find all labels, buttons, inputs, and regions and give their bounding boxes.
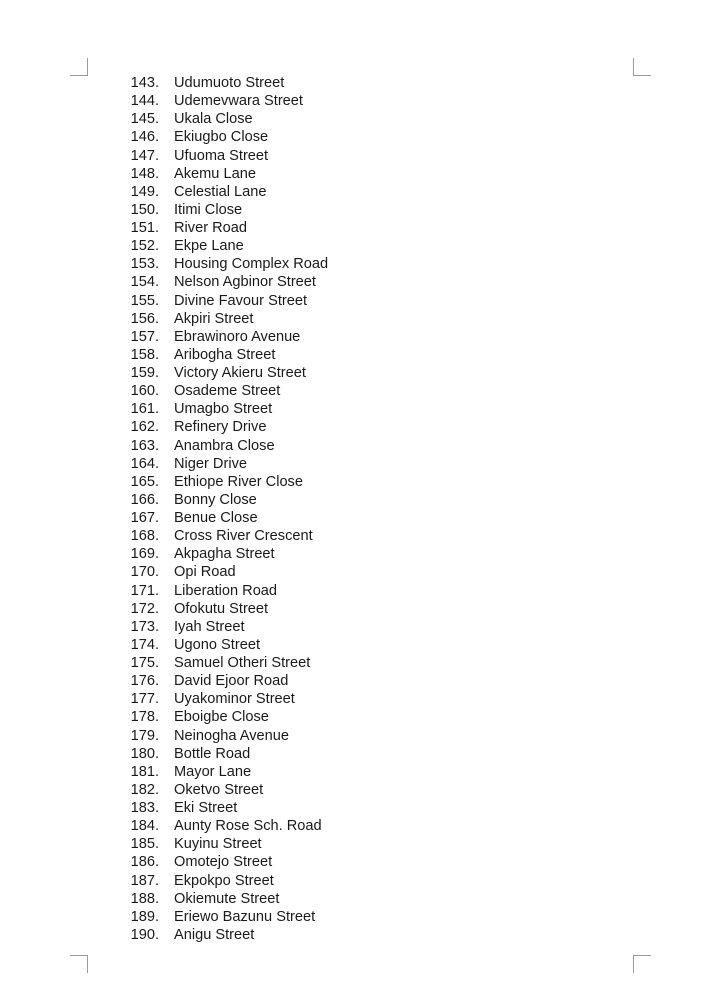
list-item-street-name: Udemevwara Street — [174, 93, 303, 110]
list-item — [0, 926, 720, 944]
list-item-number: 187. — [130, 872, 159, 889]
list-item-street-name: Oketvo Street — [174, 781, 264, 798]
list-item — [0, 273, 720, 291]
list-item — [0, 255, 720, 273]
list-item-street-name: Eriewo Bazunu Street — [174, 908, 316, 925]
list-item-street-name: Eki Street — [174, 800, 238, 816]
street-list — [0, 74, 720, 944]
list-item-street-name: David Ejoor Road — [174, 673, 289, 690]
list-item — [0, 527, 720, 545]
list-item-street-name: Liberation Road — [174, 582, 278, 599]
list-item — [0, 708, 720, 726]
margin-mark-bottom-right — [633, 955, 651, 973]
list-item-street-name: Ofokutu Street — [174, 600, 269, 617]
list-item-street-name: Kuyinu Street — [174, 836, 262, 853]
list-item-street-name: Niger Drive — [174, 455, 247, 472]
list-item — [0, 872, 720, 890]
list-item-street-name: Eboigbe Close — [174, 709, 269, 726]
list-item — [0, 853, 720, 871]
list-item — [0, 491, 720, 509]
list-item-street-name: Iyah Street — [174, 618, 245, 635]
list-item-number: 154. — [130, 274, 159, 291]
list-item-street-name: Itimi Close — [174, 201, 243, 218]
list-item-street-name: Omotejo Street — [174, 854, 273, 871]
list-item-number: 171. — [130, 582, 159, 599]
list-item-number: 157. — [130, 328, 159, 345]
list-item-street-name: Aribogha Street — [174, 346, 276, 363]
list-item — [0, 763, 720, 781]
list-item-number: 148. — [130, 165, 159, 182]
list-item-number: 177. — [130, 691, 159, 708]
list-item-number: 149. — [130, 183, 159, 200]
list-item-street-name: Housing Complex Road — [174, 256, 329, 273]
list-item-street-name: Refinery Drive — [174, 419, 267, 436]
list-item-street-name: Udumuoto Street — [174, 75, 285, 91]
list-item-street-name: Bonny Close — [174, 491, 257, 508]
list-item — [0, 128, 720, 146]
list-item — [0, 473, 720, 491]
list-item-number: 145. — [130, 111, 159, 128]
list-item — [0, 835, 720, 853]
list-item — [0, 346, 720, 364]
list-item — [0, 237, 720, 255]
list-item-street-name: Ethiope River Close — [174, 473, 303, 490]
list-item-street-name: Okiemute Street — [174, 890, 280, 907]
list-item-number: 190. — [130, 926, 159, 943]
margin-mark-bottom-left — [70, 955, 88, 973]
list-item — [0, 672, 720, 690]
list-item-number: 159. — [130, 365, 159, 381]
list-item-number: 186. — [130, 854, 159, 871]
list-item — [0, 636, 720, 654]
list-item-street-name: Opi Road — [174, 564, 236, 581]
list-item — [0, 727, 720, 745]
list-item-number: 180. — [130, 745, 159, 762]
list-item-street-name: Ebrawinoro Avenue — [174, 328, 301, 345]
list-item-street-name: Osademe Street — [174, 383, 281, 400]
list-item — [0, 600, 720, 618]
list-item-street-name: Aunty Rose Sch. Road — [174, 818, 322, 835]
list-item — [0, 654, 720, 672]
list-item-street-name: Ukala Close — [174, 111, 253, 128]
list-item — [0, 545, 720, 563]
list-item-number: 175. — [130, 655, 159, 671]
list-item-street-name: Umagbo Street — [174, 401, 273, 418]
list-item-street-name: Uyakominor Street — [174, 691, 295, 708]
list-item — [0, 183, 720, 201]
list-item-street-name: Anigu Street — [174, 926, 255, 943]
list-item-street-name: Victory Akieru Street — [174, 365, 306, 381]
list-item-street-name: Samuel Otheri Street — [174, 655, 311, 671]
list-item-number: 151. — [130, 220, 159, 236]
list-item — [0, 509, 720, 527]
list-item-number: 156. — [130, 310, 159, 327]
list-item-number: 181. — [130, 763, 159, 780]
list-item-street-name: Ugono Street — [174, 636, 260, 653]
list-item-number: 174. — [130, 636, 159, 653]
list-item — [0, 92, 720, 110]
list-item-number: 179. — [130, 727, 159, 744]
list-item-street-name: Ekpokpo Street — [174, 872, 274, 889]
list-item-number: 172. — [130, 600, 159, 617]
list-item — [0, 74, 720, 92]
list-item — [0, 110, 720, 128]
list-item-street-name: Mayor Lane — [174, 763, 252, 780]
list-item — [0, 908, 720, 926]
list-item-street-name: Ekpe Lane — [174, 238, 244, 255]
list-item-number: 150. — [130, 201, 159, 218]
list-item-street-name: Divine Favour Street — [174, 292, 308, 309]
list-item-street-name: Anambra Close — [174, 437, 275, 454]
list-item-street-name: Ufuoma Street — [174, 147, 269, 164]
list-item-street-name: Nelson Agbinor Street — [174, 274, 316, 291]
list-item-number: 167. — [130, 510, 159, 526]
list-item-number: 155. — [130, 292, 159, 309]
list-item-street-name: Celestial Lane — [174, 183, 267, 200]
list-item-street-name: Benue Close — [174, 510, 258, 526]
list-item-number: 173. — [130, 618, 159, 635]
list-item — [0, 618, 720, 636]
list-item-street-name: Ekiugbo Close — [174, 129, 269, 146]
list-item-number: 185. — [130, 836, 159, 853]
list-item — [0, 147, 720, 165]
list-item — [0, 201, 720, 219]
list-item-number: 161. — [130, 401, 159, 418]
list-item — [0, 418, 720, 436]
list-item-number: 168. — [130, 528, 159, 545]
list-item — [0, 292, 720, 310]
list-item-number: 153. — [130, 256, 159, 273]
list-item — [0, 437, 720, 455]
list-item-street-name: Cross River Crescent — [174, 528, 313, 545]
list-item-number: 188. — [130, 890, 159, 907]
list-item — [0, 890, 720, 908]
list-item-number: 165. — [130, 473, 159, 490]
list-item-number: 189. — [130, 908, 159, 925]
list-item — [0, 219, 720, 237]
list-item — [0, 328, 720, 346]
list-item-number: 143. — [130, 75, 159, 91]
list-item-number: 169. — [130, 546, 159, 563]
list-item — [0, 455, 720, 473]
list-item — [0, 400, 720, 418]
list-item-number: 147. — [130, 147, 159, 164]
list-item-number: 166. — [130, 491, 159, 508]
list-item-number: 163. — [130, 437, 159, 454]
list-item — [0, 563, 720, 581]
list-item-number: 146. — [130, 129, 159, 146]
list-item-street-name: Bottle Road — [174, 745, 251, 762]
list-item-street-name: Akemu Lane — [174, 165, 256, 182]
list-item — [0, 165, 720, 183]
list-item — [0, 364, 720, 382]
list-item-number: 152. — [130, 238, 159, 255]
list-item-number: 183. — [130, 800, 159, 816]
list-item-number: 184. — [130, 818, 159, 835]
list-item-street-name: Neinogha Avenue — [174, 727, 289, 744]
list-item-street-name: Akpiri Street — [174, 310, 254, 327]
list-item — [0, 690, 720, 708]
list-item-number: 158. — [130, 346, 159, 363]
list-item — [0, 310, 720, 328]
list-item-number: 164. — [130, 455, 159, 472]
list-item — [0, 745, 720, 763]
list-item-number: 162. — [130, 419, 159, 436]
list-item — [0, 781, 720, 799]
list-item — [0, 582, 720, 600]
list-item-number: 182. — [130, 781, 159, 798]
list-item-number: 144. — [130, 93, 159, 110]
list-item-street-name: Akpagha Street — [174, 546, 275, 563]
list-item-street-name: River Road — [174, 220, 247, 236]
list-item-number: 160. — [130, 383, 159, 400]
list-item-number: 178. — [130, 709, 159, 726]
list-item — [0, 799, 720, 817]
list-item-number: 176. — [130, 673, 159, 690]
list-item — [0, 817, 720, 835]
list-item-number: 170. — [130, 564, 159, 581]
list-item — [0, 382, 720, 400]
